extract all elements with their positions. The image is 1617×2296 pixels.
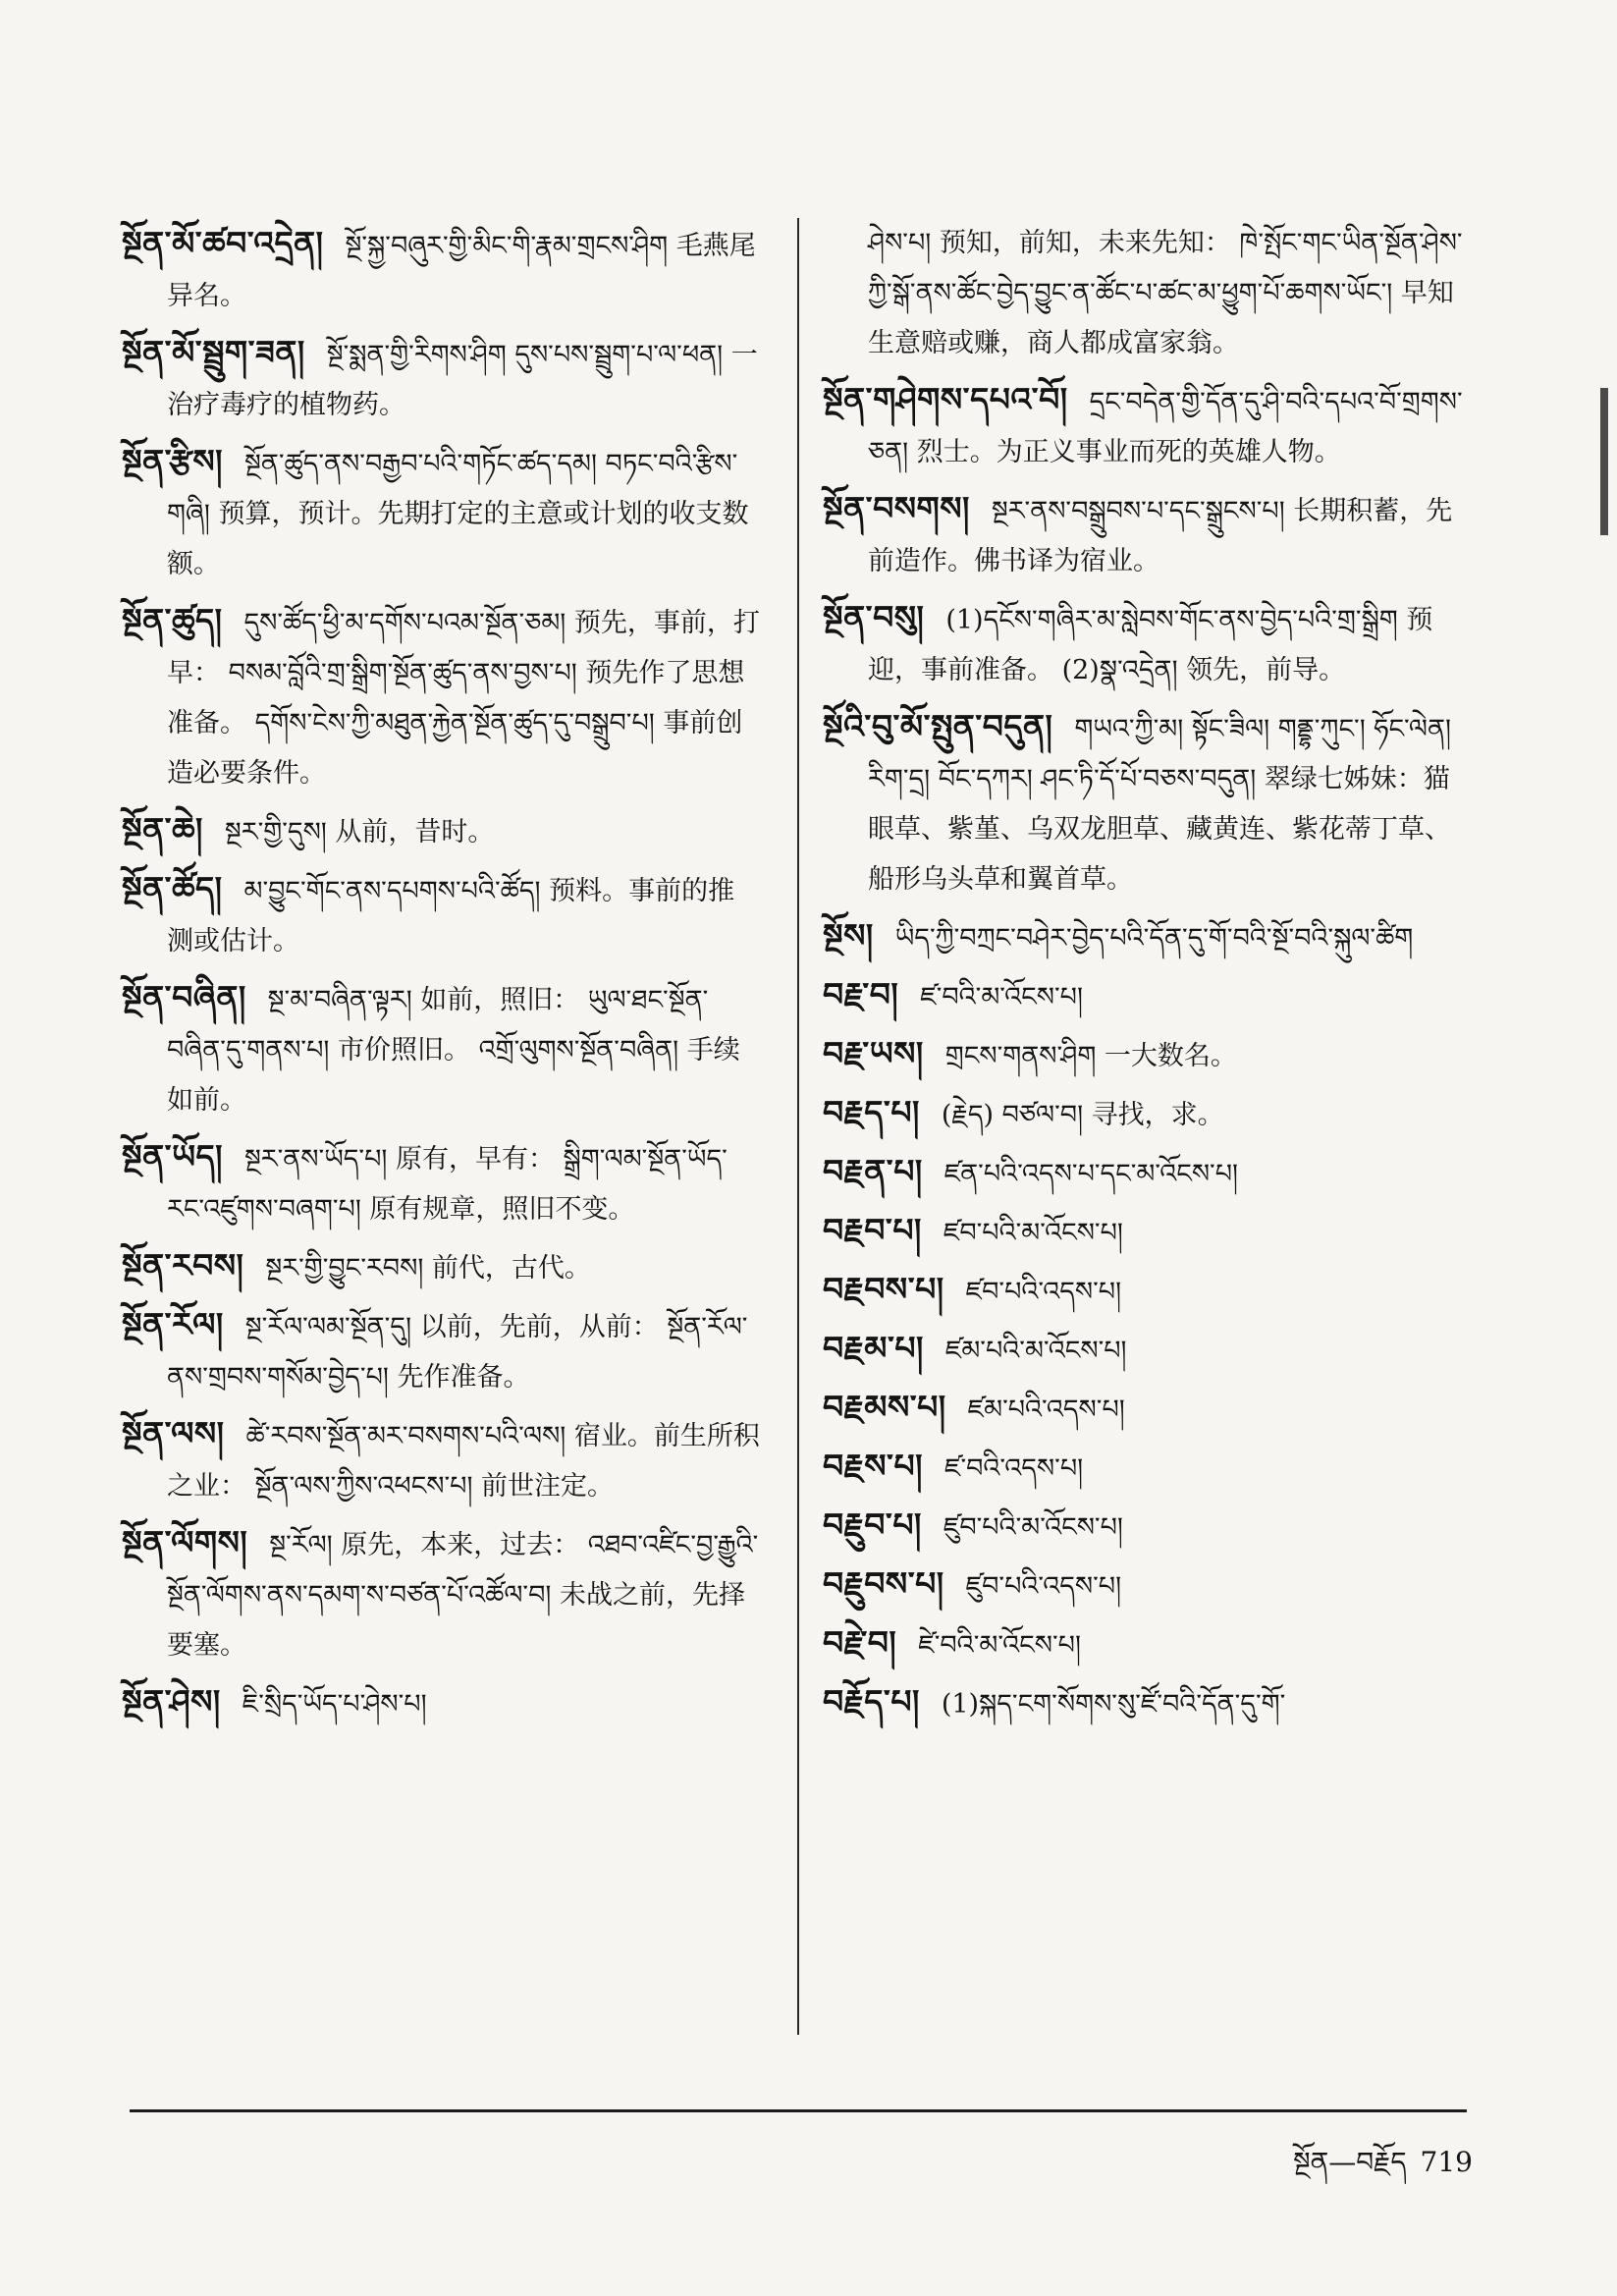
dictionary-entry: [122, 595, 760, 798]
dictionary-entry: [823, 483, 1471, 586]
dictionary-entry: [823, 1441, 1471, 1494]
dictionary-entry: [122, 972, 760, 1125]
entry-definition: སྔར་ནས་བསྒྲུབས་པ་དང་སྒྲུངས་པ། 长期积蓄，先前造作。佛书译为宿业。: [868, 496, 1453, 576]
entry-definition: ཛུབ་པའི་འདས་པ།: [965, 1571, 1122, 1602]
entry-headword: སྔོན་རབས།: [122, 1246, 244, 1285]
dictionary-entry: [823, 1028, 1471, 1081]
entry-definition: ཡིད་ཀྱི་བཀྲང་བཤེར་བྱེད་པའི་དོན་དུ་གོ་བའི་སྔོ་བའི་སྐུལ་ཚིག: [894, 923, 1414, 954]
entry-definition: སྔ་རོལ། 原先，本来，过去： འཐབ་འཛིང་བྱ་རྒྱུའི་སྔོན་ལོགས་ནས་དམག་ས་བཙན་པོ་འཚོལ་བ། 未战之前，先择要塞。: [167, 1530, 759, 1661]
dictionary-entry: [122, 436, 760, 589]
entry-headword: སྔོན་རོལ།: [122, 1305, 224, 1343]
page-number: 719: [1420, 2146, 1473, 2178]
entry-definition: མ་བྱུང་གོང་ནས་དཔགས་པའི་ཚོད། 预料。事前的推测或估计。: [167, 876, 735, 957]
dictionary-entry: [122, 804, 760, 857]
dictionary-entry: [823, 592, 1471, 695]
entry-definition: སྔོ་སྨན་གྱི་རིགས་ཤིག དུས་པས་སྦྲུག་པ་ལ་ཕན། 一治疗毒疗的植物药。: [167, 340, 758, 420]
entry-headword: བརྗན་པ།: [823, 1152, 923, 1190]
entry-definition: (1)སྐད་ངག་སོགས་སུ་ཛོ་བའི་དོན་དུ་གོ་: [941, 1689, 1286, 1720]
entry-definition: སྔར་གྱི་བྱུང་རབས། 前代，古代。: [265, 1253, 591, 1284]
dictionary-entry: [823, 1205, 1471, 1258]
dictionary-entry: [823, 1382, 1471, 1435]
dictionary-entry: [122, 1240, 760, 1293]
entry-headword: བརྗས་པ།: [823, 1447, 923, 1485]
entry-headword: སྔོས།: [823, 916, 874, 955]
dictionary-entry: [122, 863, 760, 966]
entry-definition: ཛམ་པའི་འདས་པ།: [967, 1394, 1125, 1425]
entry-headword: བརྗོད་པ།: [823, 1682, 920, 1721]
entry-headword: སྔོན་བསགས།: [823, 489, 970, 527]
entry-definition: སྔར་ནས་ཡོད་པ། 原有，早有： སྒྲིག་ལམ་སྔོན་ཡོད་རང་འཛུགས་བཞག་པ། 原有规章，照旧不变。: [167, 1144, 728, 1225]
entry-headword: སྔོན་ཚུད།: [122, 601, 223, 639]
entry-definition: ཛེ་བའི་མ་འོངས་པ།: [918, 1630, 1081, 1661]
entry-headword: སྔོན་ཤེས།: [122, 1682, 221, 1721]
entry-headword: སྔོན་ཚོད།: [122, 869, 223, 907]
entry-definition: སྔ་རོལ་ལམ་སྔོན་དུ། 以前，先前，从前： སྔོན་རོལ་ནས་གྲབས་གསོམ་བྱེད་པ། 先作准备。: [167, 1312, 748, 1393]
entry-definition: ཚེ་རབས་སྔོན་མར་བསགས་པའི་ལས། 宿业。前生所积之业： སྔོན་ལས་ཀྱིས་འཕངས་པ། 前世注定。: [167, 1421, 760, 1502]
entry-headword: བརྗབས་པ།: [823, 1270, 944, 1308]
dictionary-entry: [823, 1558, 1471, 1612]
left-column: [122, 218, 760, 1735]
entry-definition: ཤེས་པ། 预知，前知，未来先知： ཁེ་སྤོང་གང་ཡིན་སྔོན་ཤེས་ཀྱི་སྒོ་ནས་ཚོང་བྱེད་བྱུང་ན་ཚོང་པ་ཚང་མ་ཕྱུག་པོ་ཆགས་ཡོང་། 早知生意赔或赚，商人都成富家翁。: [868, 228, 1463, 358]
entry-headword: སྔོན་ལོགས།: [122, 1523, 248, 1561]
entry-definition: སྔོན་ཚུད་ནས་བརྒྱབ་པའི་གཏོང་ཚད་དམ། བཏང་བའི་རྩིས་གཞི། 预算，预计。先期打定的主意或计划的收支数额。: [167, 449, 749, 579]
entry-definition: (1)དངོས་གཞིར་མ་སླེབས་གོང་ནས་བྱེད་པའི་གྲ་སྒྲིག 预迎，事前准备。 (2)སྣ་འདྲེན། 领先，前导。: [868, 605, 1433, 685]
entry-definition: ཛུབ་པའི་མ་འོངས་པ།: [943, 1512, 1123, 1543]
entry-definition: (རྗེད) བཙལ་བ། 寻找，求。: [941, 1100, 1224, 1130]
entry-headword: བརྗད་པ།: [823, 1093, 920, 1131]
footer-rule: [130, 2109, 1467, 2112]
entry-headword: སྔོན་བསུ།: [823, 598, 925, 636]
dictionary-entry: [823, 701, 1471, 904]
entry-headword: སྔོན་ཡོད།: [122, 1137, 223, 1175]
dictionary-entry: [122, 327, 760, 430]
entry-definition: སྔ་མ་བཞིན་ལྟར། 如前，照旧： ཡུལ་ཐང་སྔོན་བཞིན་དུ་གནས་པ། 市价照旧。 འགྲོ་ལུགས་སྔོན་བཞིན། 手续如前。: [167, 985, 740, 1116]
dictionary-entry: [122, 1131, 760, 1234]
entry-definition: སྔར་གྱི་དུས། 从前，昔时。: [224, 817, 495, 847]
dictionary-entry: [823, 1617, 1471, 1670]
running-head-range: སྔོན—བརྗོད: [1293, 2146, 1407, 2178]
entry-definition: ཛམ་པའི་མ་འོངས་པ།: [944, 1336, 1127, 1366]
entry-headword: བརྗམ་པ།: [823, 1329, 924, 1367]
entry-headword: སྔོན་མོ་ཚབ་འདྲེན།: [122, 224, 324, 262]
entry-definition: ཛབ་པའི་མ་འོངས་པ།: [943, 1218, 1123, 1248]
entry-definition: ཛན་པའི་འདས་པ་དང་མ་འོངས་པ།: [943, 1159, 1239, 1189]
entry-headword: སྔོའི་བུ་མོ་སྤུན་བདུན།: [823, 707, 1053, 745]
dictionary-entry: [823, 969, 1471, 1022]
entry-definition: ཛ་བའི་འདས་པ།: [943, 1453, 1084, 1484]
dictionary-entry-continued: [823, 218, 1471, 368]
entry-headword: སྔོན་རྩིས།: [122, 442, 223, 480]
entry-headword: སྔོན་ལས།: [122, 1414, 225, 1452]
dictionary-entry: [122, 1299, 760, 1402]
dictionary-entry: [122, 218, 760, 321]
dictionary-entry: [823, 374, 1471, 477]
entry-definition: ཛ་བའི་མ་འོངས་པ།: [920, 982, 1083, 1012]
entry-definition: སྔོ་སྐྱ་བཞུར་གྱི་མིང་གི་རྣམ་གྲངས་ཤིག 毛燕尾异名。: [167, 231, 756, 311]
entry-definition: ཇི་སྲིད་ཡོད་པ་ཤེས་པ།: [242, 1689, 427, 1720]
entry-definition: དུས་ཚོད་ཕྱི་མ་དགོས་པའམ་སྔོན་ཅམ། 预先，事前，打早： བསམ་བློའི་གྲ་སྒྲིག་སྔོན་ཚུད་ནས་བྱས་པ། 预先作了思想准备。 དགོས་ངེས་ཀྱི་མཐུན་རྐྱེན་སྔོན་ཚུད་དུ་བསྒྲུབ་པ། 事前创造必要条件。: [167, 608, 760, 789]
entry-headword: བརྗེ་བ།: [823, 1623, 897, 1662]
entry-definition: དྲང་བདེན་གྱི་དོན་དུ་ཤི་བའི་དཔའ་བོ་གྲགས་ཅན། 烈士。为正义事业而死的英雄人物。: [868, 387, 1463, 467]
entry-headword: བརྗུབ་པ།: [823, 1505, 922, 1544]
dictionary-entry: [823, 1500, 1471, 1553]
entry-definition: ཛབ་པའི་འདས་པ།: [965, 1277, 1122, 1307]
entry-headword: བརྗབ་པ།: [823, 1211, 922, 1249]
entry-headword: སྔོན་ཆེ།: [122, 810, 203, 848]
dictionary-entry: [823, 910, 1471, 963]
entry-headword: སྔོན་བཞིན།: [122, 978, 246, 1016]
entry-headword: སྔོན་གཤེགས་དཔའ་བོ།: [823, 380, 1068, 418]
dictionary-entry: [823, 1264, 1471, 1317]
column-divider: [797, 218, 799, 2035]
entry-headword: བརྗམས་པ།: [823, 1388, 946, 1426]
scan-edge-mark: [1600, 388, 1608, 535]
dictionary-entry: [122, 1408, 760, 1511]
dictionary-entry: [823, 1323, 1471, 1376]
dictionary-entry: [823, 1676, 1471, 1729]
entry-definition: གྲངས་གནས་ཤིག 一大数名。: [944, 1041, 1237, 1071]
right-column: [823, 218, 1471, 1735]
entry-headword: བརྗུབས་པ།: [823, 1564, 944, 1603]
dictionary-entry: [122, 1676, 760, 1729]
entry-headword: བརྗ་ཡས།: [823, 1034, 924, 1072]
dictionary-entry: [823, 1087, 1471, 1140]
entry-headword: སྔོན་མོ་སྦྲུག་ཟན།: [122, 333, 305, 371]
dictionary-entry: [122, 1517, 760, 1670]
entry-headword: བརྗ་བ།: [823, 975, 899, 1013]
page-footer: [1178, 2131, 1473, 2209]
dictionary-entry: [823, 1146, 1471, 1199]
entry-definition: གཡའ་ཀྱི་མ། སྟོང་ཟིལ། གནྡྷ་ཀུང་། ཧོང་ལེན། རིག་དྲ། བོང་དཀར། ཤང་ཏི་དོ་པོ་བཅས་བདུན། 翠绿七姊妹：猫眼草、紫堇、乌双龙胆草、藏黄连、紫花蒂丁草、船形乌头草和翼首草。: [868, 714, 1451, 895]
